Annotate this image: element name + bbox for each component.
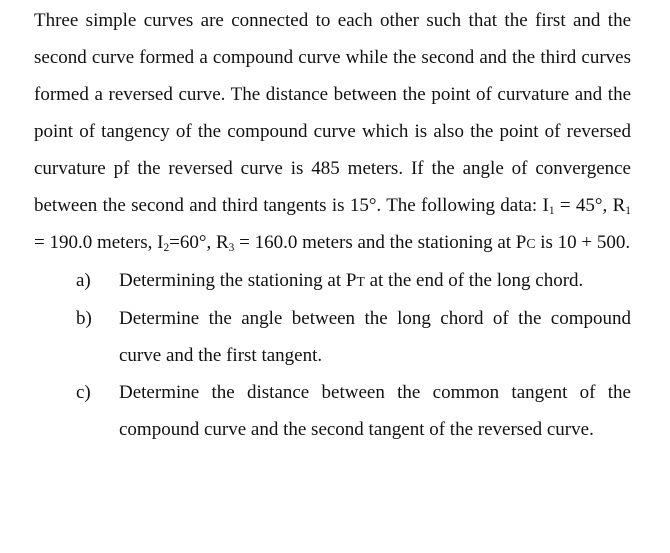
problem-intro: Three simple curves are connected to each other such that the first and the second curve formed a compound curve while the second and the third curves formed a reversed curve. The distance between the point of curvature and the point of tangency of the compound curve which is also the point of reversed curvature pf the reversed curve is 485 meters. If the angle of convergence between the second and third tangents is 15°. The following data: (34, 10, 631, 216)
i2-value: =60°, (169, 232, 216, 253)
question-c-label: c) (76, 382, 91, 403)
i1-value: = 45°, (554, 195, 613, 216)
i1-subscript: 1 (548, 204, 555, 217)
r3-subscript: 3 (228, 241, 235, 254)
pc-symbol-c: C (526, 236, 536, 251)
question-a (34, 262, 631, 300)
question-a-label: a) (76, 270, 91, 291)
i2-symbol: I (157, 232, 164, 253)
document (34, 0, 631, 448)
r3-value: = 160.0 meters and the stationing at (234, 232, 516, 253)
question-a-text-pre: Determining the stationing at (119, 270, 346, 291)
i1-symbol: I (542, 195, 549, 216)
r3-symbol: R (215, 232, 229, 253)
question-c (34, 374, 631, 448)
pc-symbol-p: P (515, 232, 527, 253)
question-b-label: b) (76, 308, 92, 329)
problem-tail: is 10 + 500. (535, 232, 631, 253)
question-list (34, 262, 631, 448)
r1-subscript: 1 (625, 204, 631, 217)
pt-symbol-p: P (345, 270, 357, 291)
i2-subscript: 2 (163, 241, 170, 254)
r1-value: = 190.0 meters, (34, 232, 158, 253)
pt-symbol-t: T (356, 274, 365, 289)
question-b (34, 300, 631, 374)
question-c-text: Determine the distance between the common tangent of the compound curve and the second tangent of the reversed curve. (119, 382, 631, 440)
question-b-text: Determine the angle between the long chord of the compound curve and the first tangent. (119, 308, 631, 366)
problem-statement (34, 0, 631, 262)
question-a-text-post: at the end of the long chord. (364, 270, 584, 291)
r1-symbol: R (612, 195, 626, 216)
